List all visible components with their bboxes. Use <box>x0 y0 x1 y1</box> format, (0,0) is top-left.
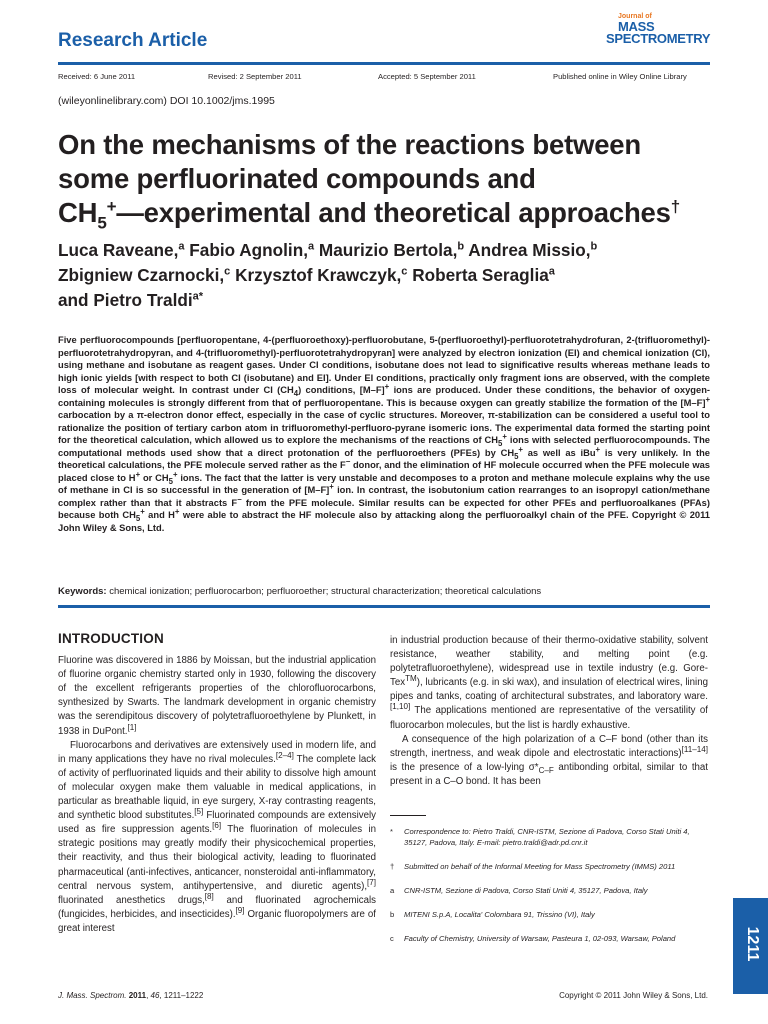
paragraph: Fluorocarbons and derivatives are extensively used in modern life, and in many applications they have no rival molecules.[2–4] The complete lack of activity of perfluorinated liquids and their ability to dissolve high amount of molecular oxygen make them valuable in medical applications, in particular as breathable liquid, in eye surgery, X-ray contrasting reagents, and synthetic blood substitutes.[5] Fluorinated compounds are extensively used as fire suppression agents.[6] The fluorination of molecules in strategic positions may greatly modify their physicochemical properties, their reactivity, and thus their biological activity, leading to fluorinated pharmaceutical (anti-infectives, anticancer, nonsteroidal anti-inflammatory, central nervous system, antihypertensive, and diuretic agents),[7] fluorinated anesthetics drugs,[8] and fluorinated agrochemicals (fungicides, herbicides, and insecticides).[9] Organic fluoropolymers are of great interest <box>58 739 377 934</box>
footnote-affiliation-b: b MITENI S.p.A, Localita' Colombara 91, Trissino (VI), Italy <box>390 910 595 919</box>
revised-date: Revised: 2 September 2011 <box>208 72 302 81</box>
body-column-right <box>390 634 708 789</box>
journal-logo <box>606 14 710 45</box>
keywords-text: chemical ionization; perfluorocarbon; perfluoroether; structural characterization; theoretical calculations <box>109 586 542 597</box>
citation[interactable]: [5] <box>194 806 204 816</box>
title-line-3: $CH_5^+—experimental$ and theoretical approaches† <box>58 196 681 233</box>
author-name[interactable]: Fabio Agnolin, <box>189 240 308 260</box>
journal-logo-line2: MASS <box>618 18 655 34</box>
footnotes <box>390 826 710 957</box>
citation[interactable]: [6] <box>212 820 222 830</box>
published-online: Published online in Wiley Online Library <box>553 72 687 81</box>
author-name[interactable]: Krzysztof Krawczyk, <box>235 265 402 285</box>
author-name[interactable]: and Pietro Traldi <box>58 290 193 310</box>
citation[interactable]: [1] <box>127 722 137 732</box>
footnote-rule <box>390 815 426 816</box>
received-date: Received: 6 June 2011 <box>58 72 136 81</box>
author-name[interactable]: Maurizio Bertola, <box>318 240 458 260</box>
copyright: Copyright © 2011 John Wiley & Sons, Ltd. <box>559 991 708 1000</box>
abstract: Five perfluorocompounds [perfluoropentane, 4-(perfluoroethoxy)-perfluorobutane, 5-(perfluoroethyl)-perfluorotetrahydrofuran, 2-(trifluoromethyl)-perfluorotetrahydropyran, and 4-(trifluoromethyl)-perfluorotetrahydropyran] were analyzed by electron ionization (EI) and chemical ionization (CI), using methane and isobutane as reagent gases. Under CI conditions, isobutane does not lead to significative results whereas methane leads to high ionic yields [with respect to both CI (isobutane) and EI]. Under EI conditions, practically only fragment ions are observed, with the complete loss of molecular weight. In contrast under CI $(CH_4)$ conditions, [M–F]+ ions are produced. Under these conditions, the behavior of oxygen-containing molecules is strongly different from that of perfluoropentane. This is because oxygen can greatly stabilize the formation of the [M–F]+ carbocation by a π-electron donor effect, especially in the case of cyclic structures. Moreover, π-stabilization can be considered a useful tool to rationalize the position of tertiary carbon atom in trifluoromethyl-perfluoro-pyrane isomeric ions. The experimental data formed the starting point for the theoretical calculation, which allowed us to explore the mechanisms of the reactions of $CH_5^+$ ions with selected perfluorocompounds. The computational methods used show that a direct protonation of the perfluoroethers (PFEs) by $CH_5^+$ as well as iBu+ is very unlikely. In the theoretical calculations, the PFE molecule served rather as the F− donor, and the elimination of HF molecule occurred when the PFE molecule was placed close to H+ or $CH_5^+$ ions. The fact that the latter is very unstable and decomposes to a proton and methane molecule explains why the use of methane in CI is so successful in the generation of [M–F]+ ion. In contrast, the isobutonium cation rearranges to an isopropyl cation/methane complex rather than that it abstracts F− from the PFE molecule. Similar results can be expected for other PFEs and perfluoroalkanes (PFAs) because both $CH_5^+$ and H+ were able to abstract the HF molecule also by attacking along the perfluoroalkyl chain of the PFE. Copyright © 2011 John Wiley & Sons, Ltd. <box>58 335 711 533</box>
paragraph: in industrial production because of their thermo-oxidative stability, solvent resistance, weather stability, and melting point (e.g. polytetrafluoroethylene), widespread use in textile industry (e.g. Gore-Tex™), lubricants (e.g. in ski wax), and insulation of electrical wires, lining pipes and tanks, coating of architectural substrates, and laboratory ware.[1,10] The applications mentioned are representative of the versatility of fluorocarbon molecules, but the list is hardly exhaustive. <box>390 635 708 731</box>
doi-link[interactable]: (wileyonlinelibrary.com) DOI 10.1002/jms.1995 <box>58 95 275 107</box>
author-line-3: and Pietro Traldi$^{a*}$ <box>58 290 204 310</box>
accepted-date: Accepted: 5 September 2011 <box>378 72 476 81</box>
journal-logo-line3: SPECTROMETRY <box>606 30 711 46</box>
footnote-affiliation-c: c Faculty of Chemistry, University of Warsaw, Pasteura 1, 02-093, Warsaw, Poland <box>390 934 676 943</box>
author-name[interactable]: Zbigniew Czarnocki, <box>58 265 225 285</box>
paragraph: Fluorine was discovered in 1886 by Moissan, but the industrial application of fluorine organic chemistry started only in 1930, following the discovery of the excellent refrigerants properties of the chlorofluorocarbons, synthesized by Swarts. The landmark development in organic chemistry was the serendipitous discovery of polytetrafluoroethylene by Plunkett, in 1938 in DuPont.[1] <box>58 655 376 737</box>
article-title <box>58 128 718 233</box>
citation[interactable]: [11–14] <box>681 744 708 754</box>
author-line-2: Zbigniew Czarnocki,$^c$ Krzysztof Krawczyk,$^c$ Roberta Seraglia$^a$ <box>58 265 555 285</box>
body-column-left <box>58 632 376 936</box>
citation[interactable]: [9] <box>235 905 245 915</box>
footnote-affiliation-a: a CNR-ISTM, Sezione di Padova, Corso Stati Uniti 4, 35127, Padova, Italy <box>390 886 648 895</box>
citation[interactable]: [1,10] <box>390 702 411 712</box>
journal-logo-line1: Journal of <box>618 13 652 20</box>
dagger-mark: † <box>670 196 681 216</box>
section-label: Research Article <box>58 30 208 51</box>
author-list <box>58 238 718 313</box>
author-name[interactable]: Roberta Seraglia <box>412 265 549 285</box>
footnote-submission: † Submitted on behalf of the Informal Meeting for Mass Spectrometry (IMMS) 2011 <box>390 862 676 871</box>
paragraph: A consequence of the high polarization of a C–F bond (other than its strength, inertness, and weak dipole and electrostatic interactions)[11–14] is the presence of a low-lying $\sigma*_{C-F}$ antibonding orbital, similar to that present in a C–O bond. It has been <box>390 733 708 787</box>
author-line-1: Luca Raveane,$^a$ Fabio Agnolin,$^a$ Maurizio Bertola,$^b$ Andrea Missio,$^b$ <box>58 240 598 260</box>
page-number: 1211 <box>744 926 761 962</box>
keywords-label: Keywords: <box>58 586 107 597</box>
title-line-1: On the mechanisms of the reactions between <box>58 129 641 160</box>
citation[interactable]: [8] <box>204 891 214 901</box>
author-name[interactable]: Luca Raveane, <box>58 240 179 260</box>
section-rule <box>58 605 710 608</box>
header-rule <box>58 62 710 65</box>
section-heading-introduction: INTRODUCTION <box>58 631 164 646</box>
citation[interactable]: [2–4] <box>275 750 294 760</box>
author-name[interactable]: Andrea Missio, <box>468 240 591 260</box>
journal-citation: J. Mass. Spectrom. 2011, 46, 1211–1222 <box>58 991 204 1000</box>
title-line-2: some perfluorinated compounds and <box>58 163 536 194</box>
citation[interactable]: [7] <box>367 877 376 887</box>
footnote-correspondence: * Correspondence to: Pietro Traldi, CNR-ISTM, Sezione di Padova, Corso Stati Uniti 4, 35127, Padova, Italy. E-mail: pietro.traldi@adr.pd.cnr.it <box>390 827 690 847</box>
keywords <box>58 586 710 597</box>
